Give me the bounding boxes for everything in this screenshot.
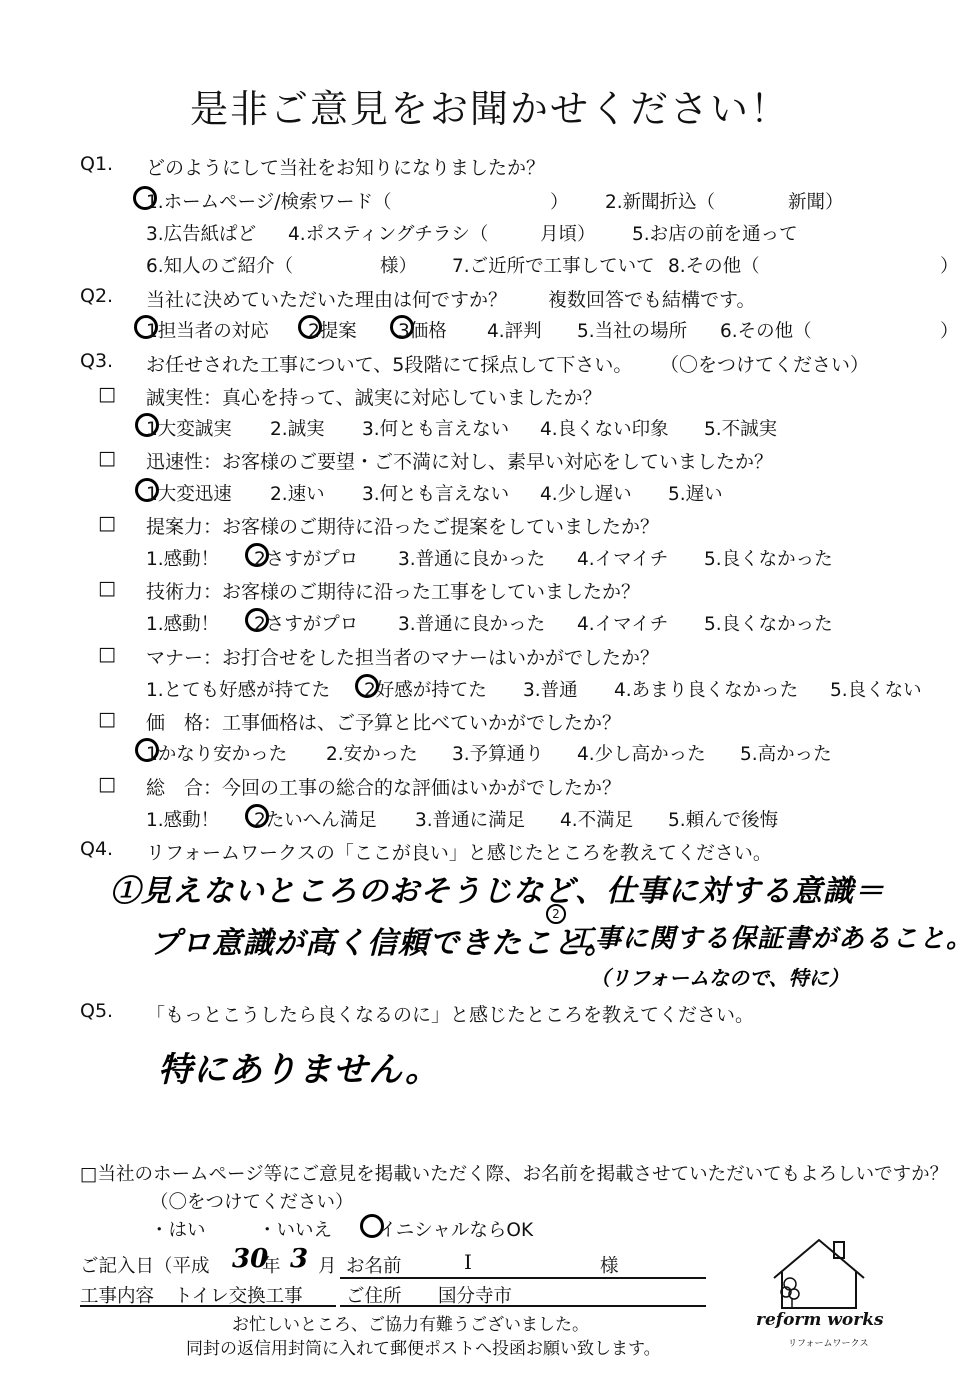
work-underline xyxy=(80,1305,336,1307)
q3-item-option: 1.感動！ xyxy=(146,549,220,570)
q3-item-question: 提案力：お客様のご期待に沿ったご提案をしていましたか？ xyxy=(146,516,660,538)
q2-option-4: 4.評判 xyxy=(487,321,542,342)
q3-item-option: 4.イマイチ xyxy=(577,614,669,635)
q1-option-1: 1.ホームページ/検索ワード（ xyxy=(146,192,392,213)
q2-option-6: 6.その他（ xyxy=(720,321,812,342)
house-logo-icon xyxy=(764,1234,874,1314)
entry-date-label: ご記入日（平成 xyxy=(80,1256,210,1277)
q3-item-option: 4.良くない印象 xyxy=(540,419,669,440)
q1-option-7: 7.ご近所で工事していて xyxy=(452,256,655,277)
q1-option-2-close: 新聞） xyxy=(788,192,844,213)
q3-item-option: 2さすがプロ xyxy=(254,614,359,635)
q1-option-6: 6.知人のご紹介（ xyxy=(146,256,294,277)
q1-question: どのようにして当社をお知りになりましたか？ xyxy=(146,157,546,179)
q1-option-8: 8.その他（ xyxy=(668,256,760,277)
address-value: 国分寺市 xyxy=(438,1286,513,1307)
q3-item-option: 3.普通 xyxy=(523,680,578,701)
checkbox-icon: □ xyxy=(98,577,116,599)
q3-question: お任せされた工事について、5段階にて採点して下さい。 xyxy=(146,354,633,376)
name-underline xyxy=(340,1277,706,1279)
q3-label: Q3. xyxy=(80,350,114,372)
q2-option-6-close: ） xyxy=(940,321,959,342)
q3-item-option: 1.感動！ xyxy=(146,810,220,831)
q3-note: （〇をつけてください） xyxy=(660,354,870,376)
publish-consent-question: □当社のホームページ等にご意見を掲載いただく際、お名前を掲載させていただいてもよろしいですか？ xyxy=(80,1164,949,1185)
q2-option-2: 2提案 xyxy=(308,321,357,342)
q4-handwritten-answer-line2: プロ意識が高く信頼できたこと。 xyxy=(150,926,615,961)
q3-item-option: 2.速い xyxy=(270,484,325,505)
entry-month-unit: 月 xyxy=(318,1256,337,1277)
publish-option-initials: イニシャルならOK xyxy=(378,1220,534,1241)
q3-item-question: 誠実性：真心を持って、誠実に対応していましたか？ xyxy=(146,387,602,409)
q4-handwritten-answer-line3: （リフォームなので、特に） xyxy=(590,966,849,990)
q3-item-question: 価 格：工事価格は、ご予算と比べていかがでしたか？ xyxy=(146,712,622,734)
q3-item-option: 5.良くない xyxy=(830,680,922,701)
q3-item-option: 5.良くなかった xyxy=(704,549,833,570)
q3-item-option: 1かなり安かった xyxy=(146,744,288,765)
q3-item-option: 1.感動！ xyxy=(146,614,220,635)
checkbox-icon: □ xyxy=(98,708,116,730)
entry-month-value: 3 xyxy=(290,1244,309,1274)
work-content-label: 工事内容 xyxy=(80,1286,155,1307)
checkbox-icon: □ xyxy=(98,773,116,795)
checkbox-icon: □ xyxy=(98,643,116,665)
q1-option-5: 5.お店の前を通って xyxy=(632,224,798,245)
checkbox-icon: □ xyxy=(98,447,116,469)
q4-label: Q4. xyxy=(80,838,114,860)
q3-item-option: 2.誠実 xyxy=(270,419,325,440)
q3-item-option: 2好感が持てた xyxy=(364,680,487,701)
q1-option-1-close: ） xyxy=(550,192,569,213)
name-label: お名前 xyxy=(346,1256,402,1277)
survey-title: 是非ご意見をお聞かせください！ xyxy=(189,87,790,131)
q4-handwritten-answer-line1: ①見えないところのおそうじなど、仕事に対する意識＝ xyxy=(110,874,885,909)
q3-item-option: 4.少し遅い xyxy=(540,484,632,505)
q1-option-4: 4.ポスティングチラシ（ xyxy=(288,224,489,245)
q5-question: 「もっとこうしたら良くなるのに」と感じたところを教えてください。 xyxy=(146,1004,755,1026)
q3-item-question: 総 合：今回の工事の総合的な評価はいかがでしたか？ xyxy=(146,777,622,799)
entry-year-value: 30 xyxy=(232,1244,269,1274)
name-value: I xyxy=(464,1250,472,1274)
logo-kana: リフォームワークス xyxy=(788,1339,869,1349)
q1-label: Q1. xyxy=(80,153,114,175)
address-underline xyxy=(340,1305,706,1307)
q3-item-option: 4.少し高かった xyxy=(577,744,706,765)
circled-number-mark: 2 xyxy=(546,904,566,924)
q4-question: リフォームワークスの「ここが良い」と感じたところを教えてください。 xyxy=(146,842,772,864)
q3-item-option: 3.普通に満足 xyxy=(415,810,526,831)
q3-item-option: 2.安かった xyxy=(326,744,418,765)
return-instructions: 同封の返信用封筒に入れて郵便ポストへ投函お願い致します。 xyxy=(186,1339,661,1359)
q2-question: 当社に決めていただいた理由は何ですか？ xyxy=(146,289,508,311)
q3-item-option: 5.遅い xyxy=(668,484,723,505)
publish-option-yes: ・はい xyxy=(150,1220,206,1241)
q5-label: Q5. xyxy=(80,1000,114,1022)
q2-option-3: 3価格 xyxy=(398,321,447,342)
q1-option-6-close: 様） xyxy=(380,256,418,277)
q2-option-5: 5.当社の場所 xyxy=(577,321,688,342)
logo-wordmark: reform works xyxy=(756,1310,884,1330)
q3-item-option: 2さすがプロ xyxy=(254,549,359,570)
q3-item-option: 5.不誠実 xyxy=(704,419,778,440)
q3-item-option: 3.予算通り xyxy=(452,744,544,765)
q3-item-option: 2たいへん満足 xyxy=(254,810,377,831)
checkbox-icon: □ xyxy=(98,512,116,534)
q3-item-option: 4.あまり良くなかった xyxy=(614,680,799,701)
q3-item-option: 5.高かった xyxy=(740,744,832,765)
q3-item-option: 1大変誠実 xyxy=(146,419,232,440)
q3-item-option: 3.何とも言えない xyxy=(362,484,510,505)
q3-item-option: 4.不満足 xyxy=(560,810,634,831)
address-label: ご住所 xyxy=(346,1286,402,1307)
q1-option-3: 3.広告紙ぱど xyxy=(146,224,257,245)
q3-item-option: 3.何とも言えない xyxy=(362,419,510,440)
q3-item-option: 3.普通に良かった xyxy=(398,614,546,635)
name-suffix: 様 xyxy=(600,1256,619,1277)
q1-option-4-close: 月頃） xyxy=(540,224,596,245)
q2-label: Q2. xyxy=(80,285,114,307)
q3-item-option: 4.イマイチ xyxy=(577,549,669,570)
q4-handwritten-answer-line2b: 工事に関する保証書があること。 xyxy=(568,924,974,954)
q2-note: 複数回答でも結構です。 xyxy=(548,289,756,311)
publish-option-no: ・いいえ xyxy=(258,1220,333,1241)
q1-option-2: 2.新聞折込（ xyxy=(605,192,716,213)
q1-option-8-close: ） xyxy=(940,256,959,277)
q5-handwritten-answer: 特にありません。 xyxy=(158,1050,441,1090)
q3-item-question: マナー：お打合せをした担当者のマナーはいかがでしたか？ xyxy=(146,647,660,669)
q3-item-option: 5.頼んで後悔 xyxy=(668,810,779,831)
work-content-value: トイレ交換工事 xyxy=(174,1286,303,1307)
q3-item-option: 1.とても好感が持てた xyxy=(146,680,331,701)
q3-item-option: 5.良くなかった xyxy=(704,614,833,635)
q3-item-option: 3.普通に良かった xyxy=(398,549,546,570)
q2-option-1: 1担当者の対応 xyxy=(146,321,269,342)
thanks-message: お忙しいところ、ご協力有難うございました。 xyxy=(232,1315,589,1335)
publish-consent-note: （〇をつけてください） xyxy=(150,1192,354,1213)
q3-item-question: 技術力：お客様のご期待に沿った工事をしていましたか？ xyxy=(146,581,641,603)
q3-item-option: 1大変迅速 xyxy=(146,484,232,505)
entry-year-unit: 年 xyxy=(262,1256,281,1277)
q3-item-question: 迅速性：お客様のご要望・ご不満に対し、素早い対応をしていましたか？ xyxy=(146,451,774,473)
checkbox-icon: □ xyxy=(98,383,116,405)
